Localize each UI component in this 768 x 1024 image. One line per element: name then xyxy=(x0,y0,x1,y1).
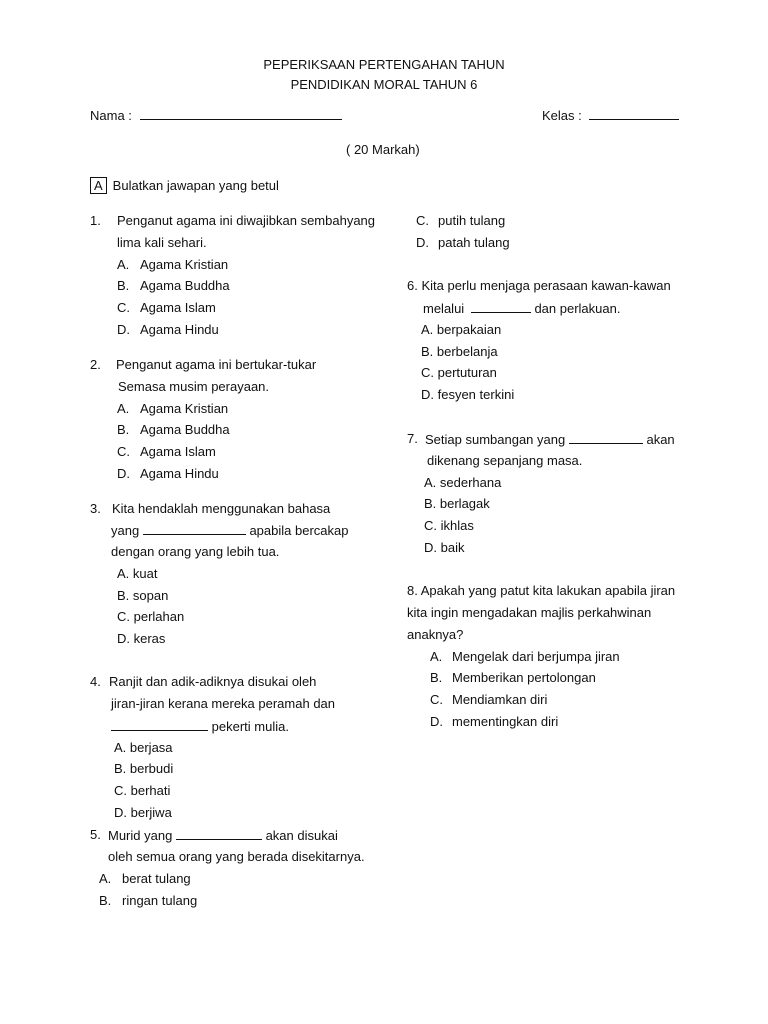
exam-subtitle: PENDIDIKAN MORAL TAHUN 6 xyxy=(290,77,478,92)
question-text: Ranjit dan adik-adiknya disukai oleh xyxy=(109,674,317,689)
question-text: dan perlakuan. xyxy=(534,301,621,316)
option-a[interactable]: Agama Kristian xyxy=(140,257,229,272)
option-d[interactable]: Agama Hindu xyxy=(140,466,219,481)
question-text: Penganut agama ini bertukar-tukar xyxy=(116,357,317,372)
option-a[interactable]: Mengelak dari berjumpa jiran xyxy=(452,649,620,664)
question-text: pekerti mulia. xyxy=(211,719,289,734)
question-text: 8. Apakah yang patut kita lakukan apabila jiran xyxy=(407,583,676,598)
question-text-blank-line xyxy=(423,300,620,317)
question-text: akan disukai xyxy=(265,828,338,843)
question-text: kita ingin mengadakan majlis perkahwinan xyxy=(407,605,652,620)
option-letter: C. xyxy=(416,213,429,228)
option-c[interactable]: C. ikhlas xyxy=(424,518,474,533)
option-letter: C. xyxy=(117,444,130,459)
question-text: lima kali sehari. xyxy=(117,235,207,250)
question-text: Penganut agama ini diwajibkan sembahyang xyxy=(117,213,376,228)
question-text: jiran-jiran kerana mereka peramah dan xyxy=(111,696,336,711)
question-text: anaknya? xyxy=(407,627,464,642)
question-number: 3. xyxy=(90,501,101,516)
option-c[interactable]: Mendiamkan diri xyxy=(452,692,548,707)
option-letter: D. xyxy=(117,466,130,481)
kelas-row xyxy=(542,107,679,124)
section-instruction: Bulatkan jawapan yang betul xyxy=(112,178,279,193)
section-letter-box: A xyxy=(90,177,107,194)
question-number: 5. xyxy=(90,827,101,842)
option-c[interactable]: Agama Islam xyxy=(140,300,216,315)
nama-row xyxy=(90,107,342,124)
option-d[interactable]: D. fesyen terkini xyxy=(421,387,515,402)
section-a-header xyxy=(90,177,279,194)
question-text: dikenang sepanjang masa. xyxy=(427,453,583,468)
question-text: apabila bercakap xyxy=(249,523,349,538)
option-letter: D. xyxy=(430,714,443,729)
option-d[interactable]: mementingkan diri xyxy=(452,714,559,729)
answer-blank[interactable] xyxy=(111,718,208,731)
option-letter: A. xyxy=(430,649,443,664)
option-b[interactable]: Agama Buddha xyxy=(140,278,230,293)
question-text-blank-line xyxy=(425,431,675,448)
answer-blank[interactable] xyxy=(143,522,246,535)
question-text: yang xyxy=(111,523,140,538)
option-d[interactable]: D. keras xyxy=(117,631,166,646)
option-b[interactable]: Agama Buddha xyxy=(140,422,230,437)
question-text: melalui xyxy=(423,301,465,316)
option-b[interactable]: ringan tulang xyxy=(122,893,198,908)
exam-title: PEPERIKSAAN PERTENGAHAN TAHUN xyxy=(263,57,505,72)
option-d[interactable]: patah tulang xyxy=(438,235,510,250)
nama-label: Nama : xyxy=(90,108,132,123)
option-c[interactable]: C. berhati xyxy=(114,783,171,798)
answer-blank[interactable] xyxy=(569,431,643,444)
kelas-label: Kelas : xyxy=(542,108,582,123)
question-text: oleh semua orang yang berada disekitarnya. xyxy=(108,849,365,864)
marks-label: ( 20 Markah) xyxy=(346,142,420,157)
kelas-blank[interactable] xyxy=(589,107,679,120)
question-text: 6. Kita perlu menjaga perasaan kawan-kawan xyxy=(407,278,671,293)
option-letter: A. xyxy=(117,401,130,416)
option-b[interactable]: B. berlagak xyxy=(424,496,490,511)
option-letter: A. xyxy=(99,871,112,886)
option-a[interactable]: A. berjasa xyxy=(114,740,173,755)
option-a[interactable]: A. berpakaian xyxy=(421,322,502,337)
option-letter: A. xyxy=(117,257,130,272)
answer-blank[interactable] xyxy=(176,827,262,840)
question-text-blank-line xyxy=(111,718,289,735)
option-letter: D. xyxy=(117,322,130,337)
answer-blank[interactable] xyxy=(471,300,531,313)
question-number: 1. xyxy=(90,213,101,228)
nama-blank[interactable] xyxy=(140,107,342,120)
option-a[interactable]: Agama Kristian xyxy=(140,401,229,416)
option-letter: D. xyxy=(416,235,429,250)
option-letter: B. xyxy=(117,422,130,437)
option-b[interactable]: B. sopan xyxy=(117,588,169,603)
question-text: dengan orang yang lebih tua. xyxy=(111,544,280,559)
option-a[interactable]: berat tulang xyxy=(122,871,191,886)
option-c[interactable]: C. pertuturan xyxy=(421,365,497,380)
question-number: 4. xyxy=(90,674,101,689)
option-a[interactable]: A. sederhana xyxy=(424,475,502,490)
question-number: 2. xyxy=(90,357,101,372)
question-text: Setiap sumbangan yang xyxy=(425,432,566,447)
option-c[interactable]: putih tulang xyxy=(438,213,506,228)
option-d[interactable]: D. baik xyxy=(424,540,465,555)
question-text: akan xyxy=(646,432,675,447)
option-d[interactable]: Agama Hindu xyxy=(140,322,219,337)
question-text-blank-line xyxy=(108,827,338,844)
question-text-blank-line xyxy=(111,522,348,539)
question-text: Murid yang xyxy=(108,828,173,843)
option-letter: C. xyxy=(117,300,130,315)
option-d[interactable]: D. berjiwa xyxy=(114,805,172,820)
option-letter: B. xyxy=(99,893,112,908)
option-b[interactable]: B. berbudi xyxy=(114,761,174,776)
option-c[interactable]: Agama Islam xyxy=(140,444,216,459)
question-number: 7. xyxy=(407,431,418,446)
question-text: Kita hendaklah menggunakan bahasa xyxy=(112,501,331,516)
option-a[interactable]: A. kuat xyxy=(117,566,158,581)
option-b[interactable]: Memberikan pertolongan xyxy=(452,670,596,685)
question-text: Semasa musim perayaan. xyxy=(118,379,270,394)
option-c[interactable]: C. perlahan xyxy=(117,609,185,624)
option-b[interactable]: B. berbelanja xyxy=(421,344,498,359)
option-letter: B. xyxy=(430,670,443,685)
option-letter: B. xyxy=(117,278,130,293)
option-letter: C. xyxy=(430,692,443,707)
